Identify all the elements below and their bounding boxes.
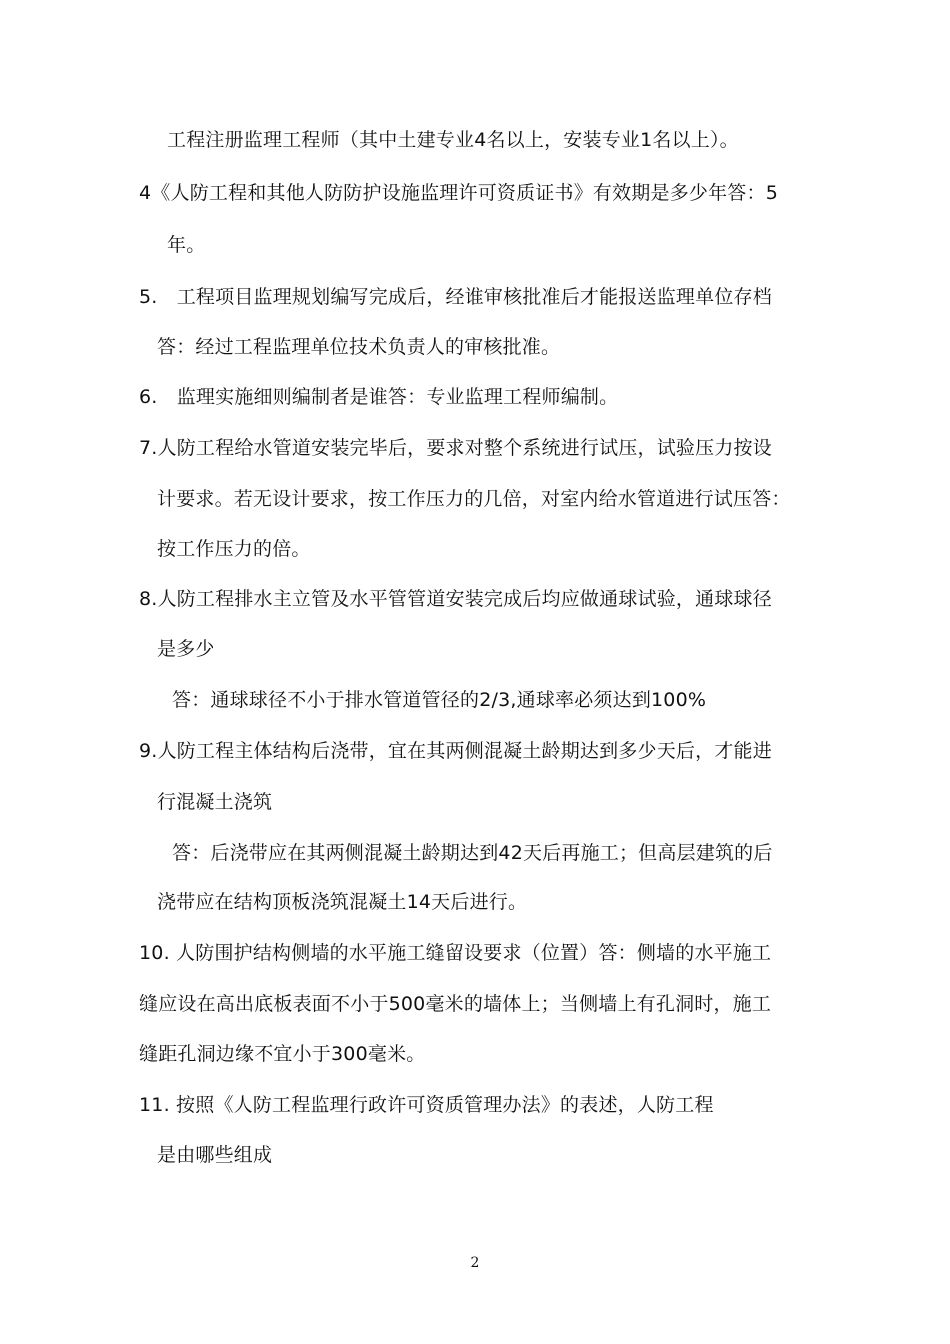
text-line-16: 浇带应在结构顶板浇筑混凝土14天后进行。 — [157, 891, 528, 913]
text-line-18: 缝应设在高出底板表面不小于500毫米的墙体上；当侧墙上有孔洞时，施工 — [139, 993, 772, 1015]
text-line-17: 10. 人防围护结构侧墙的水平施工缝留设要求（位置）答：侧墙的水平施工 — [139, 942, 772, 964]
text-line-9: 按工作压力的倍。 — [157, 538, 311, 560]
text-line-5: 答：经过工程监理单位技术负责人的审核批准。 — [157, 336, 561, 358]
text-line-20: 11. 按照《人防工程监理行政许可资质管理办法》的表述，人防工程 — [139, 1094, 714, 1116]
text-line-10: 8.人防工程排水主立管及水平管管道安装完成后均应做通球试验，通球球径 — [139, 588, 772, 610]
text-line-4: 5. 工程项目监理规划编写完成后，经谁审核批准后才能报送监理单位存档 — [139, 286, 772, 308]
text-line-11: 是多少 — [157, 638, 215, 660]
text-line-8: 计要求。若无设计要求，按工作压力的几倍，对室内给水管道进行试压答： — [157, 488, 791, 510]
text-line-13: 9.人防工程主体结构后浇带，宜在其两侧混凝土龄期达到多少天后，才能进 — [139, 740, 772, 762]
text-line-15: 答：后浇带应在其两侧混凝土龄期达到42天后再施工；但高层建筑的后 — [172, 842, 773, 864]
text-line-3: 年。 — [167, 234, 206, 256]
text-line-12: 答：通球球径不小于排水管道管径的2/3,通球率必须达到100% — [172, 689, 707, 711]
text-line-1: 工程注册监理工程师（其中土建专业4名以上，安装专业1名以上）。 — [167, 129, 739, 151]
text-line-21: 是由哪些组成 — [157, 1144, 273, 1166]
text-line-14: 行混凝土浇筑 — [157, 791, 273, 813]
page-number: 2 — [470, 1255, 480, 1271]
text-line-2: 4《人防工程和其他人防防护设施监理许可资质证书》有效期是多少年答：5 — [139, 182, 778, 204]
text-line-7: 7.人防工程给水管道安装完毕后，要求对整个系统进行试压，试验压力按设 — [139, 437, 772, 459]
text-line-19: 缝距孔洞边缘不宜小于300毫米。 — [139, 1043, 426, 1065]
text-line-6: 6. 监理实施细则编制者是谁答：专业监理工程师编制。 — [139, 386, 619, 408]
